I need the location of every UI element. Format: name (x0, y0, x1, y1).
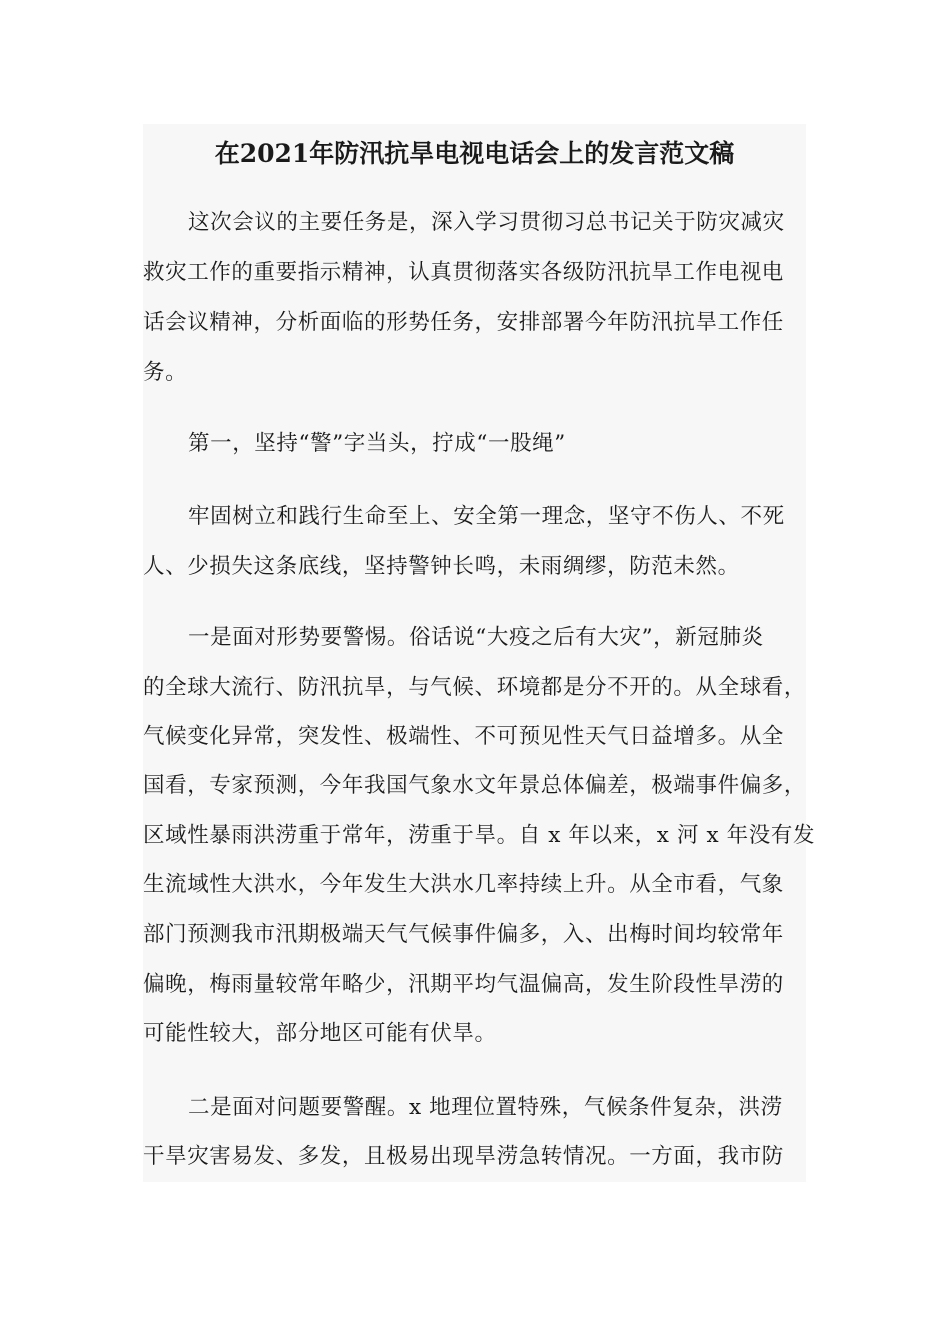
paragraph-line: 二是面对问题要警醒。x 地理位置特殊，气候条件复杂，洪涝 (188, 1095, 783, 1120)
document-title: 在2021年防汛抗旱电视电话会上的发言范文稿 (214, 139, 735, 168)
paragraph-line: 国看，专家预测，今年我国气象水文年景总体偏差，极端事件偏多， (143, 773, 807, 798)
paragraph-line: 气候变化异常，突发性、极端性、不可预见性天气日益增多。从全 (143, 724, 784, 749)
paragraph-line: 一是面对形势要警惕。俗话说“大疫之后有大灾”，新冠肺炎 (188, 625, 764, 650)
paragraph-line: 偏晚，梅雨量较常年略少，汛期平均气温偏高，发生阶段性旱涝的 (143, 972, 784, 997)
paragraph-line: 牢固树立和践行生命至上、安全第一理念，坚守不伤人、不死 (188, 504, 785, 529)
paragraph-line: 的全球大流行、防汛抗旱，与气候、环境都是分不开的。从全球看， (143, 675, 807, 700)
paragraph-line: 可能性较大，部分地区可能有伏旱。 (143, 1021, 497, 1046)
paragraph-line: 这次会议的主要任务是，深入学习贯彻习总书记关于防灾减灾 (188, 210, 785, 235)
paragraph-line: 部门预测我市汛期极端天气气候事件偏多，入、出梅时间均较常年 (143, 922, 784, 947)
section-heading: 第一，坚持“警”字当头，拧成“一股绳” (188, 431, 566, 456)
document-page (143, 124, 816, 1182)
paragraph-line: 区域性暴雨洪涝重于常年，涝重于旱。自 x 年以来，x 河 x 年没有发 (143, 823, 816, 848)
paragraph-line: 人、少损失这条底线，坚持警钟长鸣，未雨绸缪，防范未然。 (143, 554, 740, 579)
paragraph-line: 务。 (143, 360, 188, 385)
paragraph-line: 干旱灾害易发、多发，且极易出现旱涝急转情况。一方面，我市防 (143, 1144, 784, 1169)
paragraph-line: 生流域性大洪水，今年发生大洪水几率持续上升。从全市看，气象 (143, 872, 784, 897)
paragraph-line: 话会议精神，分析面临的形势任务，安排部署今年防汛抗旱工作任 (143, 310, 784, 335)
paragraph-line: 救灾工作的重要指示精神，认真贯彻落实各级防汛抗旱工作电视电 (143, 260, 784, 285)
